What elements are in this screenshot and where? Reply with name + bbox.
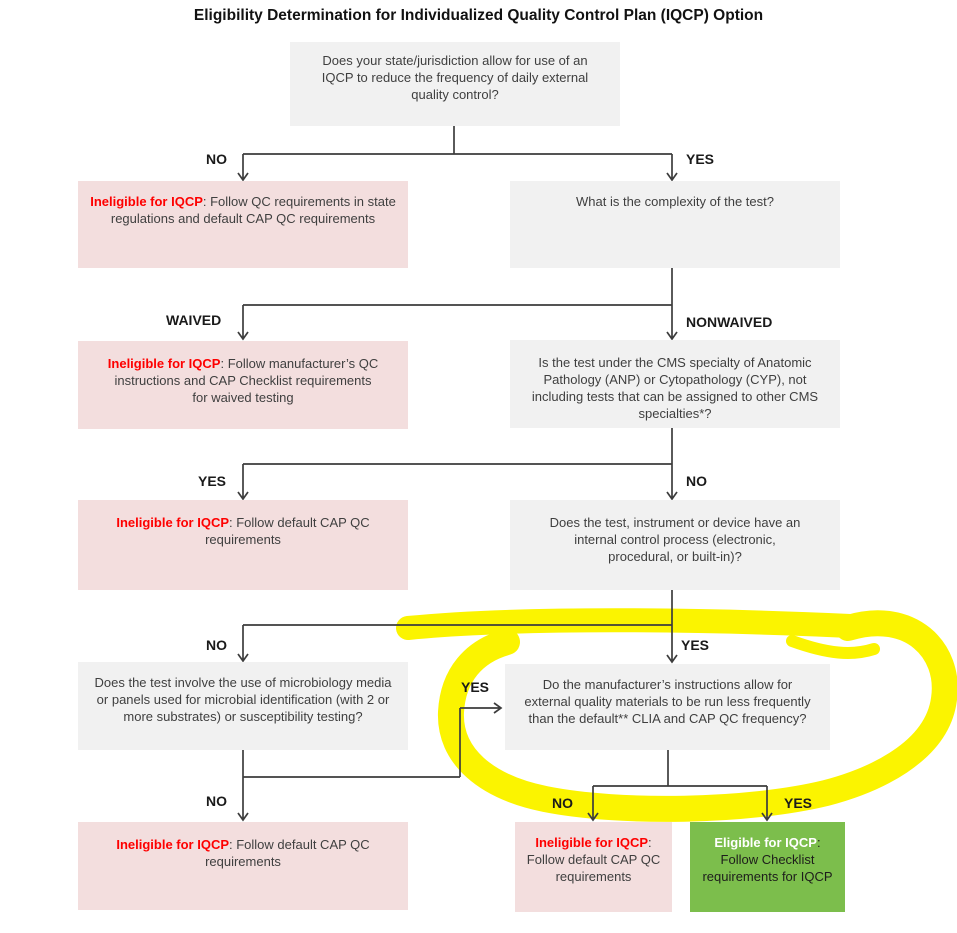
edge-label-no-state: NO xyxy=(206,151,227,167)
result-status-text: Ineligible for IQCP xyxy=(90,194,203,209)
node-question-cms-specialty xyxy=(510,340,840,428)
result-status-text: Ineligible for IQCP xyxy=(535,835,649,850)
node-result-eligible xyxy=(690,822,845,912)
edge-label-yes-internal: YES xyxy=(681,637,710,653)
node-question-state-jurisdiction xyxy=(290,42,620,126)
node-result-ineligible-manufacturer xyxy=(515,822,672,912)
node-question-complexity xyxy=(510,181,840,268)
edge-label-waived: WAIVED xyxy=(166,312,222,328)
result-detail-text: : Follow QC requirements in state regulations and default CAP QC requirements xyxy=(110,194,396,226)
edge-label-nonwaived: NONWAIVED xyxy=(686,314,773,330)
result-status-text: Ineligible for IQCP xyxy=(116,515,230,530)
edge-label-yes-manufacturer: YES xyxy=(784,795,813,811)
node-question-manufacturer-instructions xyxy=(505,664,830,750)
result-status-text: Eligible for IQCP xyxy=(714,835,817,850)
node-question-microbiology xyxy=(78,662,408,750)
edge-label-no-microbiology: NO xyxy=(206,793,227,809)
result-detail-text: : Follow Checklist requirements for IQCP xyxy=(702,835,833,884)
node-text: Does the test, instrument or device have an internal control process (electronic, procedural, or built-in)? xyxy=(549,515,801,564)
highlighter-hook xyxy=(792,641,874,653)
page-title: Eligibility Determination for Individualized Quality Control Plan (IQCP) Option xyxy=(193,7,764,24)
node-result-ineligible-state xyxy=(78,181,408,268)
node-result-ineligible-specialty xyxy=(78,500,408,590)
node-text: What is the complexity of the test? xyxy=(576,194,774,209)
node-question-internal-control xyxy=(510,500,840,590)
result-status-text: Ineligible for IQCP xyxy=(116,837,230,852)
node-text: Is the test under the CMS specialty of Anatomic Pathology (ANP) or Cytopathology (CYP), not including tests that can be assigned to other CMS specialties*? xyxy=(531,355,819,421)
highlighter-swath xyxy=(408,620,850,628)
node-text: Do the manufacturer’s instructions allow for external quality materials to be run less frequently than the default** CLIA and CAP QC frequency? xyxy=(524,677,811,726)
edge-label-no-specialty: NO xyxy=(686,473,707,489)
node-text: Does your state/jurisdiction allow for use of an IQCP to reduce the frequency of daily external quality control? xyxy=(321,53,589,102)
result-status-text: Ineligible for IQCP xyxy=(107,356,221,371)
result-detail-text: : Follow default CAP QC requirements xyxy=(205,515,370,547)
result-detail-text: : Follow default CAP QC requirements xyxy=(205,837,370,869)
edge-label-no-manufacturer: NO xyxy=(552,795,573,811)
edge-label-no-internal: NO xyxy=(206,637,227,653)
result-detail-text: : Follow manufacturer’s QC instructions and CAP Checklist requirements for waived testing xyxy=(114,356,379,405)
edge-label-yes-state: YES xyxy=(686,151,715,167)
result-detail-text: : Follow default CAP QC requirements xyxy=(526,835,661,884)
node-result-ineligible-micro xyxy=(78,822,408,910)
node-text: Does the test involve the use of microbiology media or panels used for microbial identification (with 2 or more substrates) or susceptibility testing? xyxy=(94,675,392,724)
edge-label-yes-specialty: YES xyxy=(198,473,227,489)
edge-label-yes-microbiology: YES xyxy=(461,679,490,695)
node-result-ineligible-waived xyxy=(78,341,408,429)
